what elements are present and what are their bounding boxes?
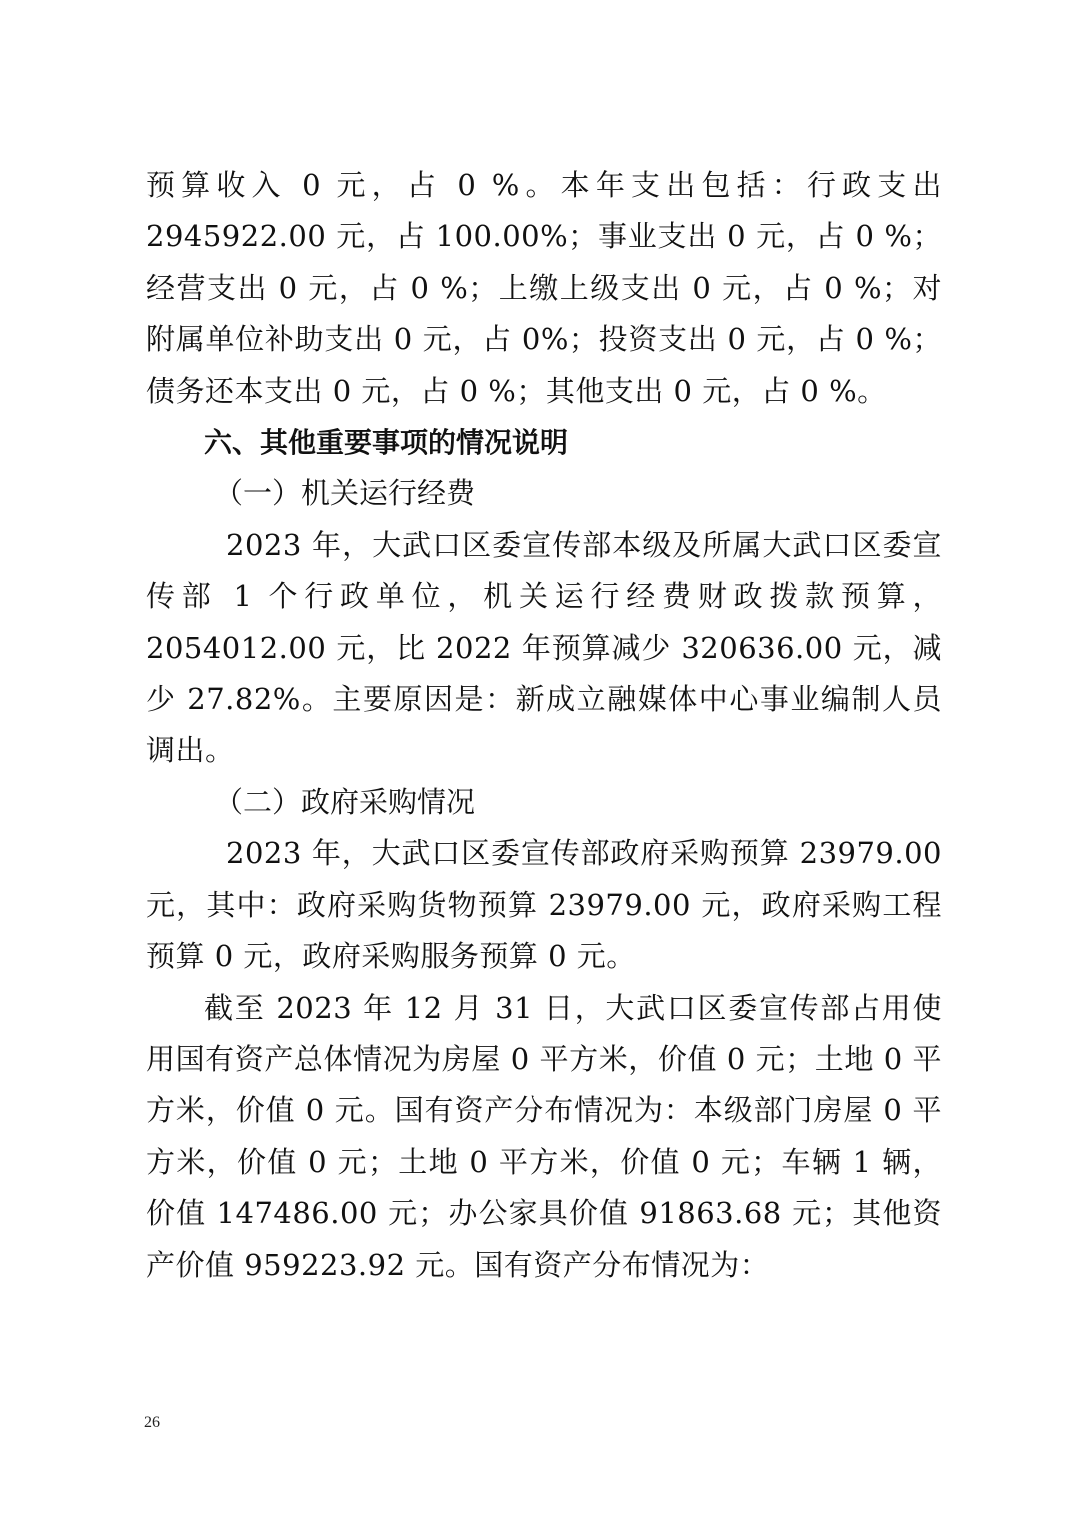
paragraph-state-assets: 截至 2023 年 12 月 31 日，大武口区委宣传部占用使用国有资产总体情况为房屋 0 平方米，价值 0 元；土地 0 平方米，价值 0 元。国有资产分布情况为：本级部门房屋 0 平方米，价值 0 元；土地 0 平方米，价值 0 元；车辆 1 辆，价值 147486.00 元；办公家具价值 91863.68 元；其他资产价值 959223.92 元。国有资产分布情况为： <box>146 990 942 1282</box>
subheading-operating-expenses: （一）机关运行经费 <box>214 476 476 511</box>
subheading-government-procurement: （二）政府采购情况 <box>214 784 476 819</box>
page-number: 26 <box>144 1414 160 1431</box>
paragraph-government-procurement: 2023 年，大武口区委宣传部政府采购预算 23979.00 元，其中：政府采购货物预算 23979.00 元，政府采购工程预算 0 元，政府采购服务预算 0 元。 <box>146 836 942 974</box>
document-page <box>146 160 942 1291</box>
paragraph-expenditure-breakdown: 预算收入 0 元，占 0 %。本年支出包括：行政支出 2945922.00 元，占 100.00%；事业支出 0 元，占 0 %；经营支出 0 元，占 0 %；上缴上级支出 0 元，占 0 %；对附属单位补助支出 0 元，占 0%；投资支出 0 元，占 0 %；债务还本支出 0 元，占 0 %；其他支出 0 元，占 0 %。 <box>146 168 942 408</box>
section-heading-other-matters: 六、其他重要事项的情况说明 <box>204 426 569 460</box>
paragraph-operating-expenses: 2023 年，大武口区委宣传部本级及所属大武口区委宣传部 1 个行政单位，机关运行经费财政拨款预算，2054012.00 元，比 2022 年预算减少 320636.00 元，减少 27.82%。主要原因是：新成立融媒体中心事业编制人员调出。 <box>146 527 942 768</box>
